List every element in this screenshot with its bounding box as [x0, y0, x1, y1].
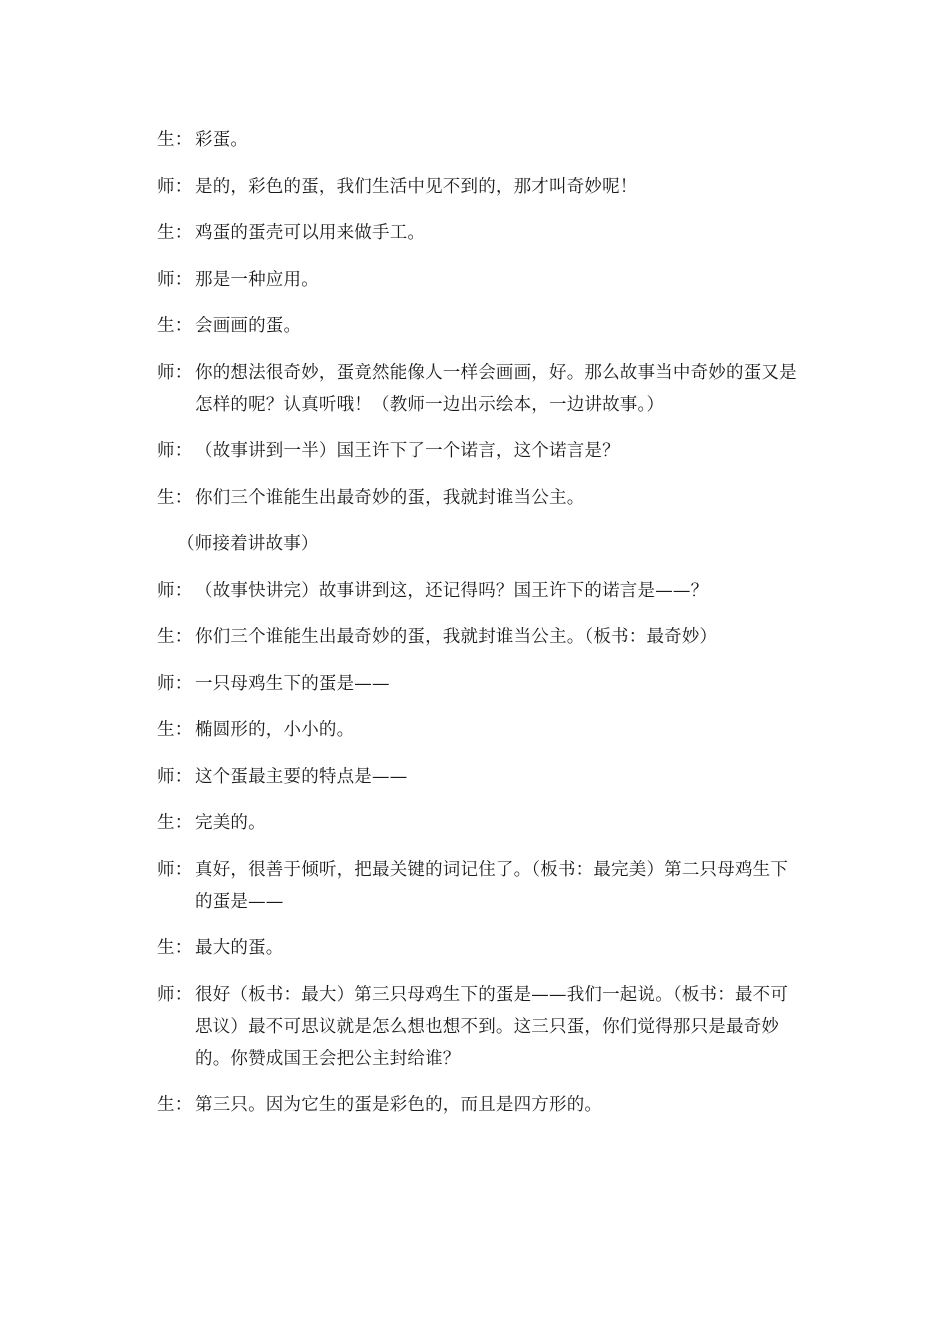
- dialogue-line: [157, 217, 797, 249]
- speaker-label: 师：: [157, 441, 193, 461]
- dialogue-line: [157, 1089, 797, 1121]
- dialogue-line: [157, 668, 797, 700]
- line-text: （故事快讲完）故事讲到这，还记得吗？国王许下的诺言是——？: [195, 580, 709, 601]
- line-text: 鸡蛋的蛋壳可以用来做手工。: [195, 223, 426, 243]
- line-text: （故事讲到一半）国王许下了一个诺言，这个诺言是？: [195, 441, 620, 461]
- line-text: 椭圆形的，小小的。: [195, 720, 355, 740]
- speaker-label: 师：: [157, 984, 193, 1005]
- line-text: 最大的蛋。: [195, 938, 284, 958]
- line-text: 这个蛋最主要的特点是——: [195, 766, 408, 787]
- speaker-label: 师：: [157, 859, 193, 880]
- speaker-label: 生：: [157, 720, 193, 740]
- line-text: 会画画的蛋。: [195, 316, 302, 336]
- speaker-label: 师：: [157, 580, 193, 601]
- line-text: 你们三个谁能生出最奇妙的蛋，我就封谁当公主。（板书：最奇妙）: [195, 627, 718, 647]
- line-text: 是的，彩色的蛋，我们生活中见不到的，那才叫奇妙呢！: [195, 176, 638, 197]
- speaker-label: 生：: [157, 938, 193, 958]
- speaker-label: 生：: [157, 130, 193, 150]
- stage-direction-text: （师接着讲故事）: [177, 534, 319, 554]
- dialogue-line: [157, 979, 797, 1075]
- dialogue-line: [157, 714, 797, 746]
- dialogue-line: [157, 310, 797, 342]
- line-text: 完美的。: [195, 813, 266, 833]
- line-text: 那是一种应用。: [195, 269, 319, 290]
- dialogue-line: [157, 807, 797, 839]
- line-text: 彩蛋。: [195, 130, 249, 150]
- speaker-label: 生：: [157, 627, 193, 647]
- speaker-label: 师：: [157, 766, 193, 787]
- transcript: [157, 124, 797, 1136]
- speaker-label: 师：: [157, 362, 193, 383]
- speaker-label: 师：: [157, 673, 193, 694]
- dialogue-line: [157, 171, 797, 203]
- dialogue-line: [157, 575, 797, 607]
- dialogue-line: [157, 435, 797, 467]
- speaker-label: 师：: [157, 176, 193, 197]
- dialogue-line: [157, 482, 797, 514]
- line-text: 第三只。因为它生的蛋是彩色的，而且是四方形的。: [195, 1095, 603, 1115]
- line-text: 真好，很善于倾听，把最关键的词记住了。（板书：最完美）第二只母鸡生下的蛋是——: [195, 859, 789, 912]
- speaker-label: 生：: [157, 813, 193, 833]
- dialogue-line: [157, 124, 797, 156]
- speaker-label: 生：: [157, 316, 193, 336]
- dialogue-line: [157, 264, 797, 296]
- dialogue-line: [157, 761, 797, 793]
- dialogue-line: [157, 932, 797, 964]
- line-text: 很好（板书：最大）第三只母鸡生下的蛋是——我们一起说。（板书：最不可思议）最不可思议就是怎么想也想不到。这三只蛋，你们觉得那只是最奇妙的。你赞成国王会把公主封给谁？: [195, 984, 789, 1069]
- speaker-label: 师：: [157, 269, 193, 290]
- speaker-label: 生：: [157, 223, 193, 243]
- speaker-label: 生：: [157, 487, 193, 508]
- stage-direction: [157, 528, 797, 560]
- dialogue-line: [157, 357, 797, 421]
- dialogue-line: [157, 854, 797, 918]
- line-text: 一只母鸡生下的蛋是——: [195, 673, 390, 694]
- line-text: 你的想法很奇妙，蛋竟然能像人一样会画画，好。那么故事当中奇妙的蛋又是怎样的呢？认真听哦！（教师一边出示绘本，一边讲故事。）: [195, 362, 797, 415]
- dialogue-line: [157, 621, 797, 653]
- speaker-label: 生：: [157, 1095, 193, 1115]
- line-text: 你们三个谁能生出最奇妙的蛋，我就封谁当公主。: [195, 487, 585, 508]
